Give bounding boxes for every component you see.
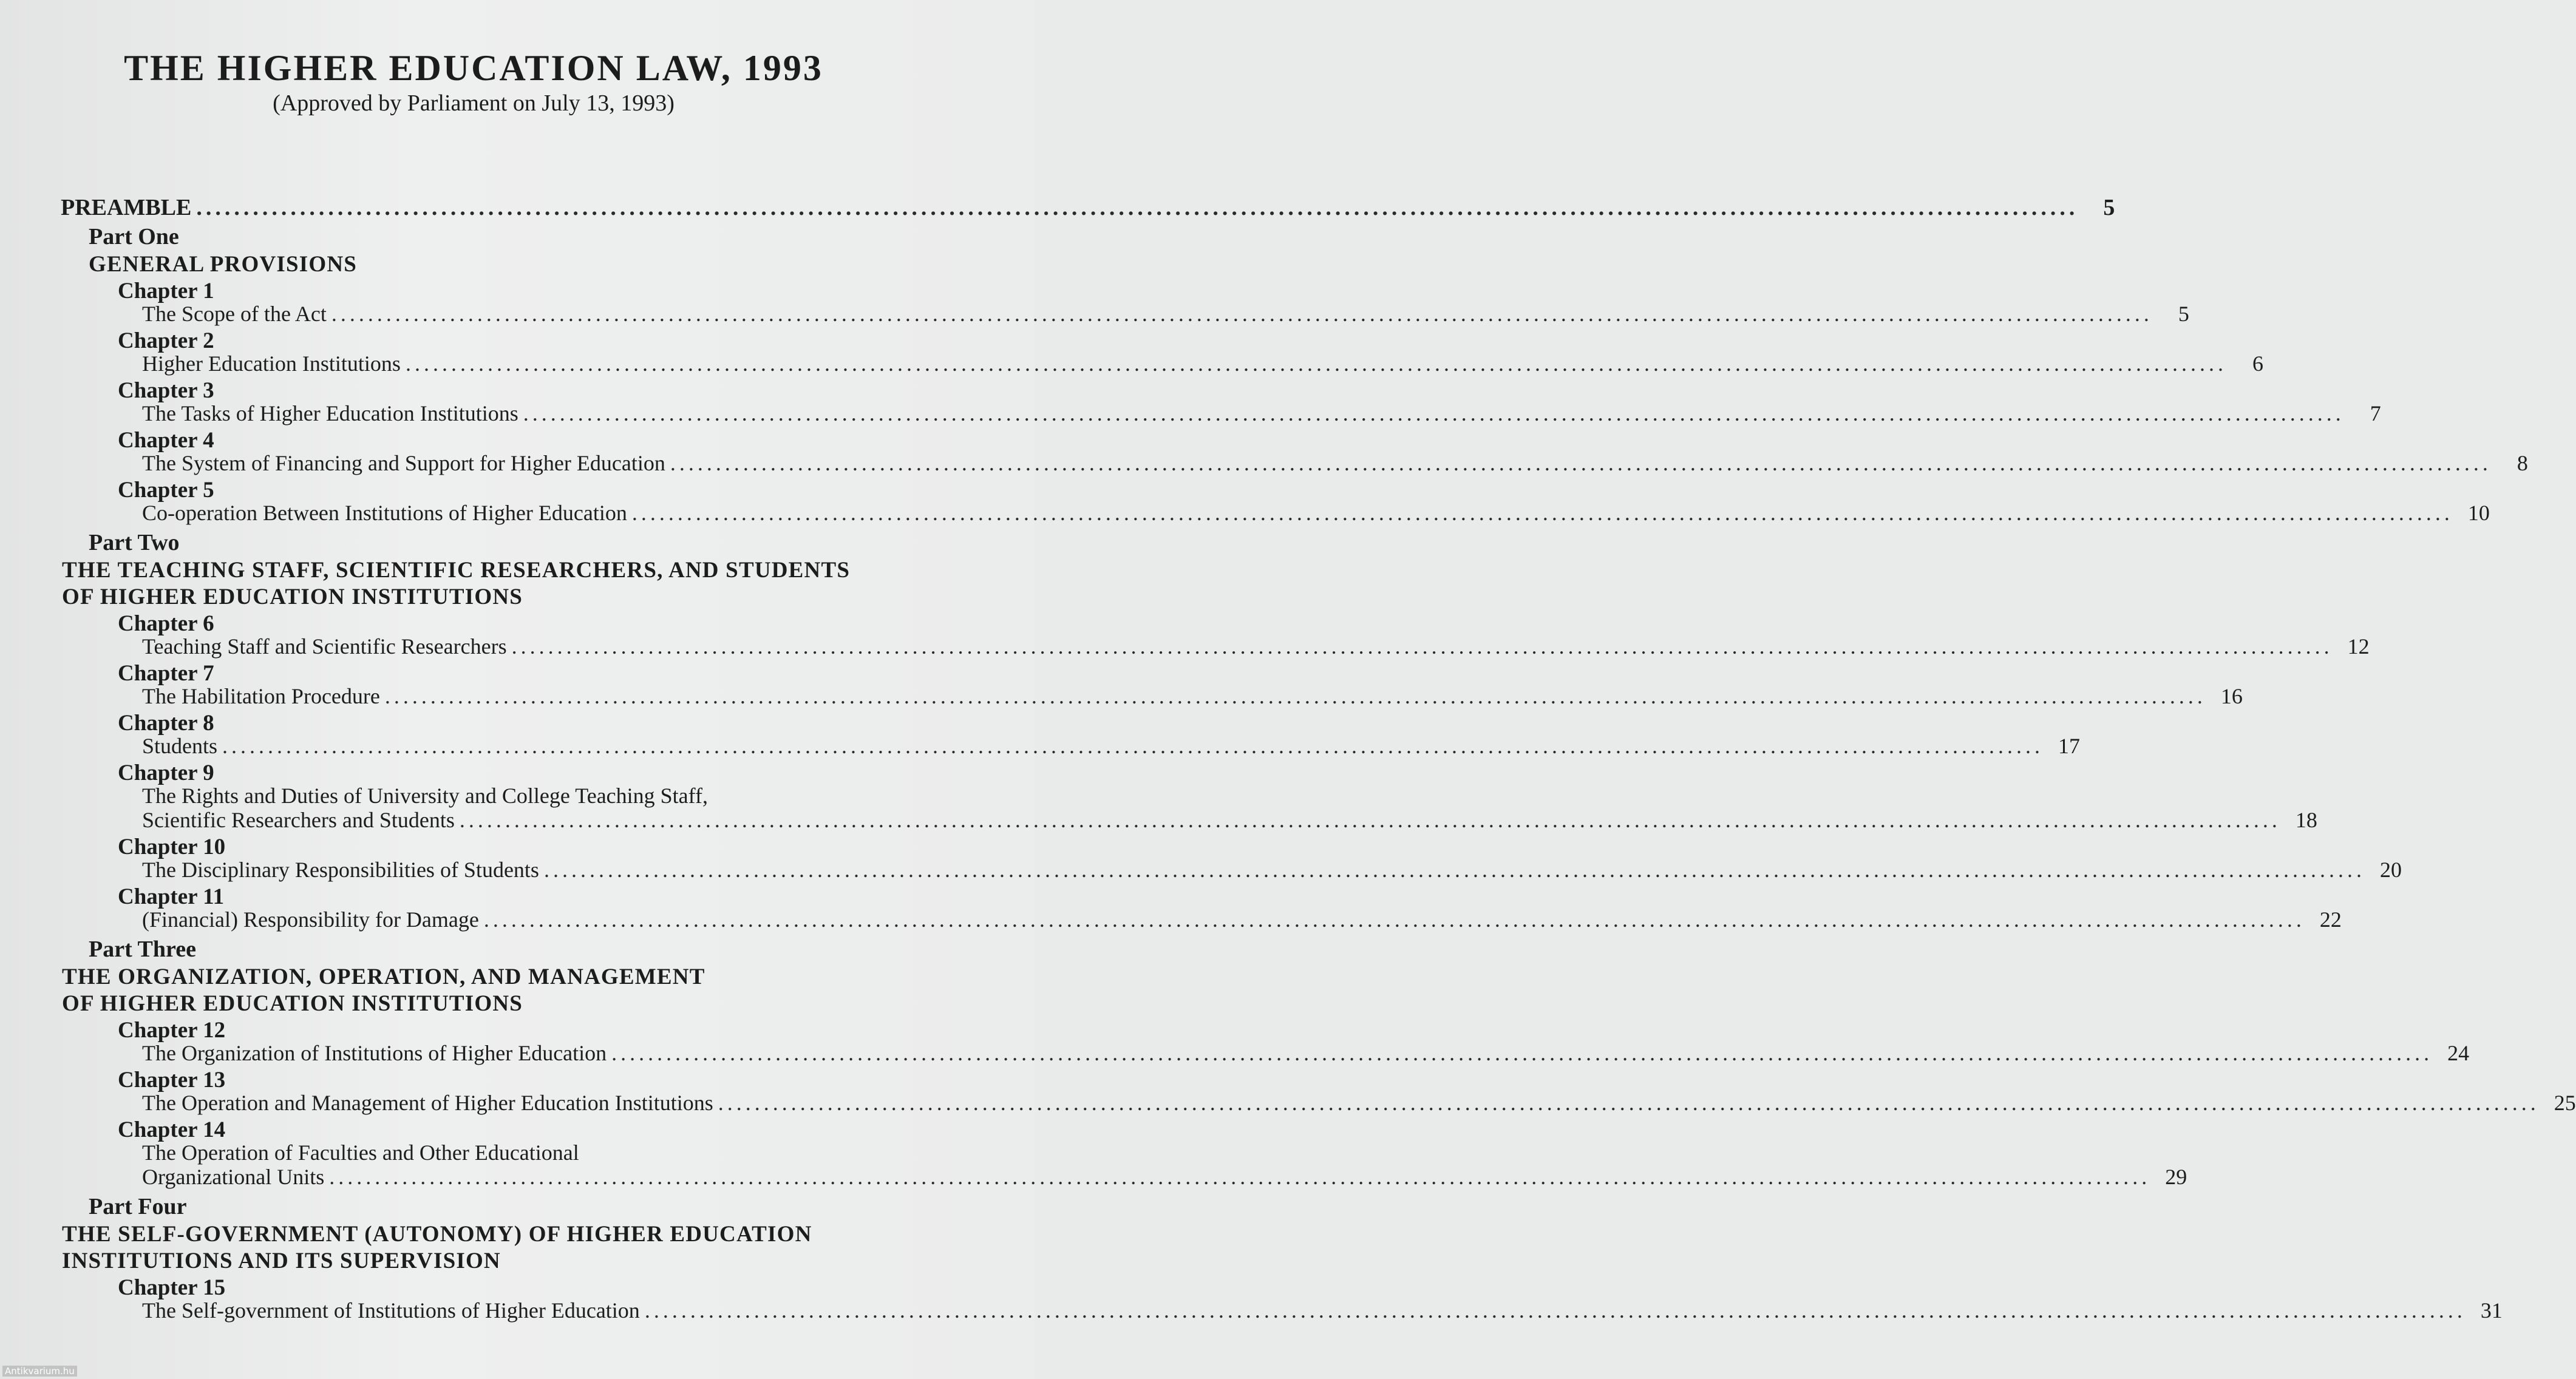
toc-entry [142, 634, 2370, 659]
part-heading: OF HIGHER EDUCATION INSTITUTIONS [62, 584, 523, 609]
dot-leader: ........................................................................................................................................................................................................ [611, 1041, 2433, 1065]
preamble-entry [61, 194, 2115, 221]
toc-entry [142, 857, 2402, 883]
toc-entry [142, 807, 2317, 833]
toc-entry-text: Scientific Researchers and Students [142, 808, 455, 832]
document-title: THE HIGHER EDUCATION LAW, 1993 [124, 48, 823, 88]
dot-leader: ........................................................................................................................................................................................................ [644, 1298, 2466, 1323]
chapter-title-line [142, 1140, 579, 1165]
toc-entry-text: Teaching Staff and Scientific Researchers [142, 634, 507, 659]
dot-leader: ........................................................................................................................................................................................................ [405, 351, 2227, 376]
toc-entry [142, 450, 2528, 476]
page-number: 5 [2103, 195, 2115, 220]
part-heading: INSTITUTIONS AND ITS SUPERVISION [62, 1249, 501, 1273]
toc-entry-text: Organizational Units [142, 1165, 325, 1189]
part-label: Part One [89, 224, 179, 249]
toc-entry-text: The Operation and Management of Higher Education Institutions [142, 1091, 713, 1115]
dot-leader: ........................................................................................................................................................................................................ [196, 195, 2079, 220]
chapter-title-text: The Rights and Duties of University and College Teaching Staff, [142, 784, 708, 808]
page-number: 10 [2467, 501, 2490, 525]
toc-entry [142, 500, 2490, 526]
page-number: 29 [2165, 1165, 2187, 1189]
page-number: 7 [2370, 401, 2381, 425]
part-heading: THE ORGANIZATION, OPERATION, AND MANAGEMENT [62, 964, 705, 989]
chapter-label: Chapter 14 [118, 1117, 226, 1142]
dot-leader: ........................................................................................................................................................................................................ [384, 684, 2206, 708]
toc-entry [142, 351, 2263, 376]
chapter-title-line [142, 783, 708, 808]
part-heading: GENERAL PROVISIONS [89, 252, 358, 277]
preamble-entry-text: PREAMBLE [61, 195, 192, 220]
dot-leader: ........................................................................................................................................................................................................ [511, 634, 2333, 659]
dot-leader: ........................................................................................................................................................................................................ [459, 808, 2281, 832]
page-number: 18 [2295, 808, 2317, 832]
dot-leader: ........................................................................................................................................................................................................ [543, 858, 2365, 882]
dot-leader: ........................................................................................................................................................................................................ [631, 501, 2453, 525]
chapter-label: Chapter 6 [118, 611, 214, 636]
chapter-label: Chapter 2 [118, 328, 214, 353]
part-label: Part Four [89, 1194, 187, 1219]
chapter-title-text: The Operation of Faculties and Other Educational [142, 1140, 579, 1165]
chapter-label: Chapter 9 [118, 761, 214, 785]
page-number: 5 [2178, 302, 2189, 326]
part-label: Part Two [89, 530, 180, 555]
dot-leader: ........................................................................................................................................................................................................ [483, 907, 2305, 932]
toc-entry-text: The Disciplinary Responsibilities of Students [142, 858, 539, 882]
chapter-label: Chapter 1 [118, 279, 214, 303]
page-number: 24 [2447, 1041, 2470, 1065]
dot-leader: ........................................................................................................................................................................................................ [222, 734, 2044, 758]
toc-entry [142, 1164, 2187, 1190]
page-number: 20 [2379, 858, 2402, 882]
toc-entry-text: The Habilitation Procedure [142, 684, 380, 708]
part-heading: THE TEACHING STAFF, SCIENTIFIC RESEARCHERS, AND STUDENTS [62, 558, 851, 583]
toc-entry-text: (Financial) Responsibility for Damage [142, 907, 479, 932]
toc-entry [142, 1090, 2576, 1116]
page-number: 17 [2058, 734, 2081, 758]
toc-entry-text: The System of Financing and Support for Higher Education [142, 451, 665, 475]
chapter-label: Chapter 11 [118, 884, 225, 909]
part-heading: THE SELF-GOVERNMENT (AUTONOMY) OF HIGHER EDUCATION [62, 1222, 812, 1247]
page-number: 8 [2517, 451, 2528, 475]
chapter-label: Chapter 4 [118, 428, 214, 453]
chapter-label: Chapter 5 [118, 478, 214, 503]
dot-leader: ........................................................................................................................................................................................................ [523, 401, 2345, 425]
toc-entry-text: The Self-government of Institutions of Higher Education [142, 1298, 640, 1323]
toc-entry-text: The Scope of the Act [142, 302, 327, 326]
part-heading: OF HIGHER EDUCATION INSTITUTIONS [62, 991, 523, 1016]
toc-entry [142, 683, 2243, 709]
site-watermark: Antikvarium.hu [2, 1366, 77, 1377]
part-label: Part Three [89, 937, 196, 962]
toc-entry-text: The Tasks of Higher Education Institutions [142, 401, 518, 425]
toc-entry [142, 401, 2381, 426]
toc-entry-text: The Organization of Institutions of Higher Education [142, 1041, 607, 1065]
chapter-label: Chapter 8 [118, 711, 214, 736]
dot-leader: ........................................................................................................................................................................................................ [718, 1091, 2540, 1115]
page-number: 31 [2480, 1298, 2503, 1323]
chapter-label: Chapter 12 [118, 1018, 226, 1043]
chapter-label: Chapter 7 [118, 661, 214, 686]
toc-entry-text: Students [142, 734, 218, 758]
page-number: 6 [2252, 351, 2263, 376]
page-number: 12 [2347, 634, 2370, 659]
page-number: 25 [2554, 1091, 2576, 1115]
toc-entry [142, 301, 2189, 327]
chapter-label: Chapter 15 [118, 1275, 226, 1300]
toc-entry [142, 733, 2081, 759]
chapter-label: Chapter 3 [118, 378, 214, 403]
page-number: 16 [2220, 684, 2243, 708]
toc-entry [142, 907, 2342, 932]
page-number: 22 [2319, 907, 2342, 932]
document-subtitle: (Approved by Parliament on July 13, 1993) [273, 90, 675, 116]
dot-leader: ........................................................................................................................................................................................................ [331, 302, 2153, 326]
toc-entry [142, 1040, 2470, 1066]
toc-entry [142, 1298, 2503, 1323]
chapter-label: Chapter 13 [118, 1068, 226, 1093]
toc-entry-text: Co-operation Between Institutions of Higher Education [142, 501, 627, 525]
dot-leader: ........................................................................................................................................................................................................ [670, 451, 2492, 475]
dot-leader: ........................................................................................................................................................................................................ [329, 1165, 2151, 1189]
chapter-label: Chapter 10 [118, 835, 226, 859]
toc-entry-text: Higher Education Institutions [142, 351, 401, 376]
